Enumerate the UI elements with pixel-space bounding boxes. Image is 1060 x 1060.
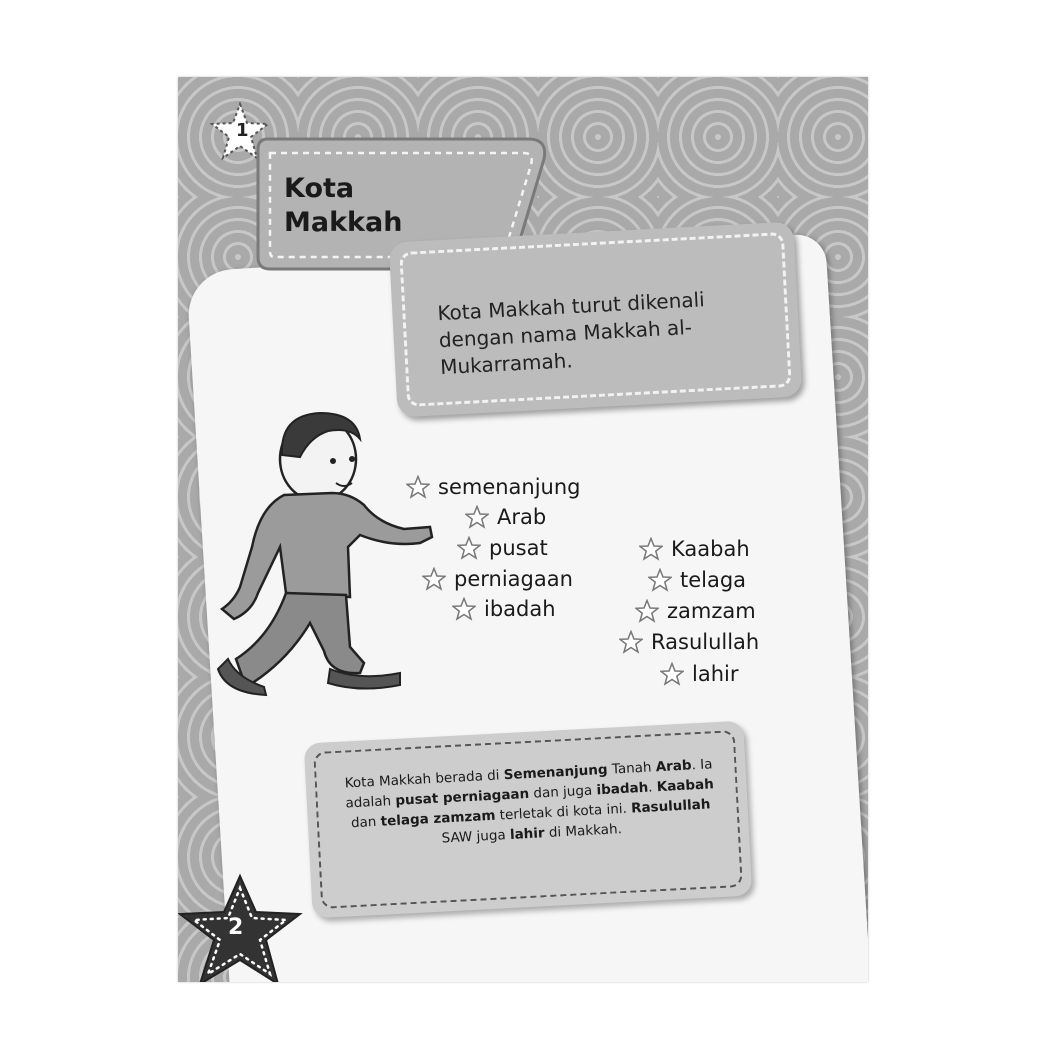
summary-segment: dan bbox=[350, 813, 382, 832]
summary-keyword: Arab bbox=[655, 757, 693, 776]
page-number-bottom: 2 bbox=[228, 915, 244, 940]
keyword-label: lahir bbox=[692, 662, 739, 686]
summary-keyword: Semenanjung bbox=[503, 761, 608, 784]
keyword-label: Arab bbox=[497, 505, 547, 529]
summary-keyword: lahir bbox=[509, 825, 545, 843]
keyword-label: pusat bbox=[489, 536, 548, 560]
keyword-label: perniagaan bbox=[454, 567, 573, 591]
summary-segment: Kota Makkah berada di bbox=[344, 767, 505, 792]
summary-segment: Tanah bbox=[607, 759, 657, 778]
summary-box bbox=[304, 721, 753, 919]
intro-text: Kota Makkah turut dikenali dengan nama Makkah al-Mukarramah. bbox=[436, 287, 706, 380]
summary-segment: . Ia adalah bbox=[345, 756, 713, 812]
summary-keyword: Rasulullah bbox=[630, 796, 711, 817]
summary-keyword: telaga zamzam bbox=[380, 807, 496, 830]
walking-boy-illustration bbox=[200, 397, 460, 697]
summary-segment: dan juga bbox=[528, 782, 597, 802]
page-title: Kota Makkah bbox=[284, 173, 403, 238]
keyword-label: ibadah bbox=[484, 597, 556, 621]
intro-box bbox=[389, 222, 803, 418]
summary-keyword: ibadah bbox=[596, 779, 649, 799]
page-number-top: 1 bbox=[236, 120, 249, 141]
summary-segment: . bbox=[647, 779, 658, 796]
keyword-label: telaga bbox=[680, 568, 747, 592]
summary-segment: SAW juga bbox=[441, 826, 511, 847]
keyword-label: zamzam bbox=[667, 599, 756, 623]
summary-keyword: Kaabah bbox=[656, 776, 715, 796]
keyword-label: semenanjung bbox=[438, 475, 581, 499]
summary-keyword: pusat perniagaan bbox=[395, 785, 530, 809]
summary-segment: terletak di kota ini. bbox=[494, 800, 632, 824]
summary-segment: di Makkah. bbox=[544, 821, 623, 842]
keyword-label: Kaabah bbox=[671, 537, 750, 561]
keyword-label: Rasulullah bbox=[651, 630, 760, 654]
book-page bbox=[178, 77, 868, 982]
